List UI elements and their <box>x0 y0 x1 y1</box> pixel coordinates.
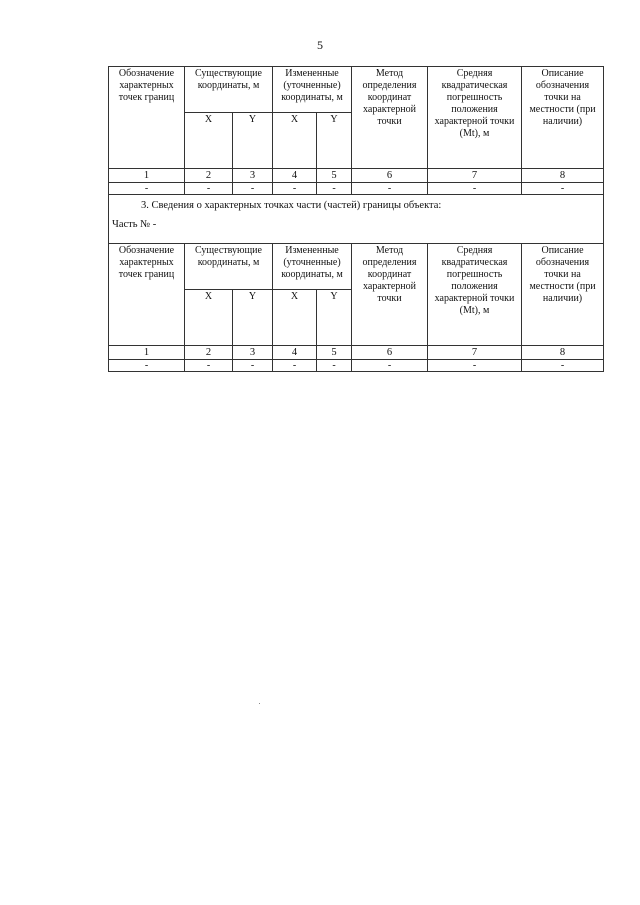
header-error: Средняя квадратическая погрешность положения характерной точки (Mt), м <box>428 67 522 169</box>
header-description: Описание обозначения точки на местности (при наличии) <box>522 67 604 169</box>
header-existing-coordinates: Существующие координаты, м <box>185 244 273 290</box>
column-number: 4 <box>273 169 317 183</box>
column-number: 3 <box>233 346 273 360</box>
table-cell: - <box>352 183 428 195</box>
header-changed-y: Y <box>317 290 352 346</box>
header-method: Метод определения координат характерной точки <box>352 67 428 169</box>
column-number: 2 <box>185 169 233 183</box>
header-existing-coordinates: Существующие координаты, м <box>185 67 273 113</box>
column-number: 8 <box>522 169 604 183</box>
table-cell: - <box>352 360 428 372</box>
column-number: 3 <box>233 169 273 183</box>
table-cell: - <box>317 183 352 195</box>
scan-speck <box>259 703 260 704</box>
table-cell: - <box>428 183 522 195</box>
column-number: 6 <box>352 346 428 360</box>
table-cell: - <box>185 360 233 372</box>
table-cell: - <box>522 360 604 372</box>
column-number: 5 <box>317 169 352 183</box>
table-cell: - <box>273 183 317 195</box>
header-designation: Обозначение характерных точек границ <box>109 244 185 346</box>
table-cell: - <box>233 360 273 372</box>
column-number: 5 <box>317 346 352 360</box>
table-cell: - <box>109 183 185 195</box>
table-cell: - <box>428 360 522 372</box>
section-3-title: 3. Сведения о характерных точках части (частей) границы объекта: <box>109 195 604 218</box>
page-number: 5 <box>317 38 323 52</box>
header-existing-x: X <box>185 113 233 169</box>
boundary-points-table <box>108 66 604 372</box>
column-number: 7 <box>428 346 522 360</box>
column-number: 4 <box>273 346 317 360</box>
table-cell: - <box>233 183 273 195</box>
column-number: 2 <box>185 346 233 360</box>
table-cell: - <box>185 183 233 195</box>
table-cell: - <box>273 360 317 372</box>
column-number: 1 <box>109 346 185 360</box>
header-changed-x: X <box>273 113 317 169</box>
table-cell: - <box>317 360 352 372</box>
part-label: Часть № - <box>109 217 604 244</box>
header-changed-y: Y <box>317 113 352 169</box>
table-cell: - <box>522 183 604 195</box>
table-cell: - <box>109 360 185 372</box>
header-error: Средняя квадратическая погрешность положения характерной точки (Mt), м <box>428 244 522 346</box>
header-existing-y: Y <box>233 113 273 169</box>
header-method: Метод определения координат характерной точки <box>352 244 428 346</box>
column-number: 6 <box>352 169 428 183</box>
header-designation: Обозначение характерных точек границ <box>109 67 185 169</box>
header-description: Описание обозначения точки на местности (при наличии) <box>522 244 604 346</box>
header-changed-coordinates: Измененные (уточненные) координаты, м <box>273 67 352 113</box>
column-number: 8 <box>522 346 604 360</box>
header-changed-coordinates: Измененные (уточненные) координаты, м <box>273 244 352 290</box>
column-number: 1 <box>109 169 185 183</box>
column-number: 7 <box>428 169 522 183</box>
header-existing-x: X <box>185 290 233 346</box>
header-existing-y: Y <box>233 290 273 346</box>
header-changed-x: X <box>273 290 317 346</box>
